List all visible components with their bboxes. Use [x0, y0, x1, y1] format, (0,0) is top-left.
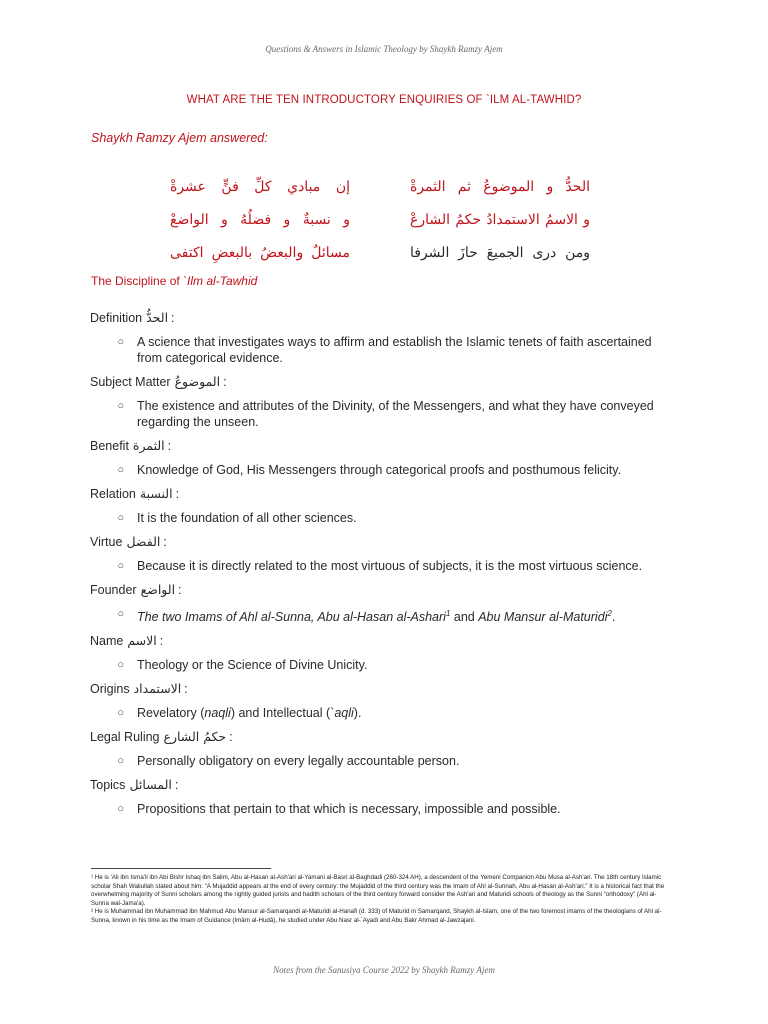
bullet-circle-icon: ○	[117, 512, 124, 524]
footnote-2: ² He is Muhammad ibn Muhammad ibn Mahmud Abu Mansur al-Samarqandi al-Maturidi al-Hanafi (d. 333) of Maturid in Samarqand, Shaykh al-Islam, one of the two foremost imams of the theologians of Ahl al-Sunna, known in his time as the Imam of Guidance (Imâm al-Hudâ), he studied under Abu Nasr al-`Ayadi and Abu Bakr Ahmad al-Jawzajani.	[91, 908, 662, 924]
list-item-origins: Origins الاستمداد : ○ Revelatory (naqli) and Intellectual (`aqli).	[90, 679, 670, 721]
list-item-legal-ruling: Legal Ruling حكمُ الشارع : ○ Personally obligatory on every legally accountable person.	[90, 727, 670, 769]
didactic-poem	[170, 170, 590, 269]
entry-arabic: المسائل	[129, 777, 172, 793]
poem-hemistich-right: إن مبادي كلِّ فنٍّ عشرةْ	[170, 178, 350, 195]
poem-hemistich-right: مسائلٌ والبعضُ بالبعضِ اكتفى	[170, 244, 350, 261]
entry-label: Founder	[90, 583, 137, 597]
entry-arabic: الاسم	[127, 633, 157, 649]
entry-text: Theology or the Science of Divine Unicity.	[137, 658, 368, 673]
list-item-topics: Topics المسائل : ○ Propositions that pertain to that which is necessary, impossible and possible.	[90, 775, 670, 817]
list-item-subject-matter: Subject Matter الموضوعُ : ○ The existence and attributes of the Divinity, of the Messengers, and what they have conveyed regarding the unseen.	[90, 372, 670, 430]
bullet-circle-icon: ○	[117, 464, 124, 476]
footnote-divider	[91, 868, 271, 869]
entry-label: Subject Matter	[90, 375, 171, 389]
entry-label: Name	[90, 634, 124, 649]
entry-text: Personally obligatory on every legally accountable person.	[137, 754, 460, 769]
entry-arabic: الموضوعُ	[174, 374, 221, 389]
entry-text: A science that investigates ways to affirm and establish the Islamic tenets of faith ascertained from categorical evidence.	[137, 335, 652, 365]
entry-arabic: الاستمداد	[133, 681, 182, 697]
list-item-benefit: Benefit الثمرة : ○ Knowledge of God, His Messengers through categorical proofs and posthumous felicity.	[90, 436, 670, 478]
running-header: Questions & Answers in Islamic Theology by Shaykh Ramzy Ajem	[265, 44, 503, 54]
footnotes	[91, 874, 671, 925]
poem-hemistich-left: ومن درى الجميعَ حازَ الشرفا	[410, 244, 590, 261]
poem-line	[170, 170, 590, 203]
entry-arabic: حكمُ الشارع	[163, 729, 227, 745]
list-item-virtue: Virtue الفضل : ○ Because it is directly related to the most virtuous of subjects, it is the most virtuous science.	[90, 532, 670, 574]
entry-label: Relation	[90, 487, 136, 501]
entry-text: Because it is directly related to the most virtuous of subjects, it is the most virtuous science.	[137, 559, 643, 573]
poem-line	[170, 203, 590, 236]
bullet-circle-icon: ○	[117, 707, 124, 720]
entry-text: Revelatory (naqli) and Intellectual (`aqli).	[137, 706, 362, 721]
bullet-circle-icon: ○	[117, 803, 124, 816]
answered-by: Shaykh Ramzy Ajem answered:	[91, 131, 268, 145]
entry-label: Topics	[90, 778, 126, 793]
entry-text: The two Imams of Ahl al-Sunna, Abu al-Hasan al-Ashari$^1$ and Abu Mansur al-Maturidi$^2$.	[137, 609, 616, 625]
entry-arabic: الفضل	[126, 534, 161, 549]
list-item-founder: Founder الواضع : ○ The two Imams of Ahl al-Sunna, Abu al-Hasan al-Ashari$^1$ and Abu Mansur al-Maturidi$^2$.	[90, 580, 670, 625]
section-title	[91, 274, 257, 288]
list-item-definition: Definition الحدُّ : ○ A science that investigates ways to affirm and establish the Islamic tenets of faith ascertained from categorical evidence.	[90, 308, 670, 366]
entry-text: Propositions that pertain to that which is necessary, impossible and possible.	[137, 802, 561, 817]
bullet-circle-icon: ○	[117, 659, 124, 672]
section-title-italic: `Ilm al-Tawhid	[183, 274, 258, 288]
entry-arabic: النسبة	[139, 486, 173, 501]
section-title-prefix: The Discipline of	[91, 274, 184, 288]
entry-text: It is the foundation of all other sciences.	[137, 511, 357, 525]
list-item-relation: Relation النسبة : ○ It is the foundation of all other sciences.	[90, 484, 670, 526]
bullet-circle-icon: ○	[117, 755, 124, 768]
bullet-circle-icon: ○	[117, 336, 124, 348]
entry-text: The existence and attributes of the Divinity, of the Messengers, and what they have conveyed regarding the unseen.	[137, 399, 654, 429]
entry-arabic: الثمرة	[132, 438, 165, 453]
entry-label: Legal Ruling	[90, 730, 160, 745]
bullet-circle-icon: ○	[117, 608, 124, 620]
poem-hemistich-right: و نسبةٌ و فضلُهُ و الواضعْ	[170, 211, 350, 228]
enquiries-list	[90, 308, 670, 823]
poem-hemistich-left: الحدُّ و الموضوعُ ثم الثمرةْ	[410, 178, 590, 195]
entry-text: Knowledge of God, His Messengers through categorical proofs and posthumous felicity.	[137, 463, 622, 477]
entry-label: Origins	[90, 682, 130, 697]
bullet-circle-icon: ○	[117, 400, 124, 412]
poem-line	[170, 236, 590, 269]
poem-hemistich-left: و الاسمُ الاستمدادُ حكمُ الشارعْ	[410, 211, 590, 228]
running-footer: Notes from the Sanusiya Course 2022 by Shaykh Ramzy Ajem	[273, 965, 495, 975]
entry-label: Definition	[90, 311, 143, 325]
list-item-name: Name الاسم : ○ Theology or the Science of Divine Unicity.	[90, 631, 670, 673]
entry-arabic: الواضع	[140, 582, 176, 597]
page-title: WHAT ARE THE TEN INTRODUCTORY ENQUIRIES OF `ILM AL-TAWHID?	[186, 94, 582, 106]
footnote-1: ¹ He is 'Ali ibn Isma'il ibn Abi Bishr Ishaq ibn Salim, Abu al-Hasan al-Ash'ari al-Yamani al-Basri al-Baghdadi (260-324 AH), a descendent of the Yemeni Companion Abu Musa al-Ash'ari. The 18th century Islamic scholar Shah Waliullah stated about him: "A Mujaddid appears at the end of every century: the Mujaddid of the third century was the Imam of Ahl al-Sunnah, Abu al-Hasan al-Ash'ari." It is a historical fact that the overwhelming majority of Sunni scholars among the rightly guided jurists and hadith scholars of the third century forward consider the Ash'ari and Maturidi schools of theology as the Sunni "orthodoxy" (Ahl al-Sunna wal-Jama'a).	[91, 874, 665, 907]
entry-label: Virtue	[90, 535, 123, 549]
entry-arabic: الحدُّ	[146, 310, 169, 325]
bullet-circle-icon: ○	[117, 560, 124, 572]
entry-label: Benefit	[90, 439, 129, 453]
